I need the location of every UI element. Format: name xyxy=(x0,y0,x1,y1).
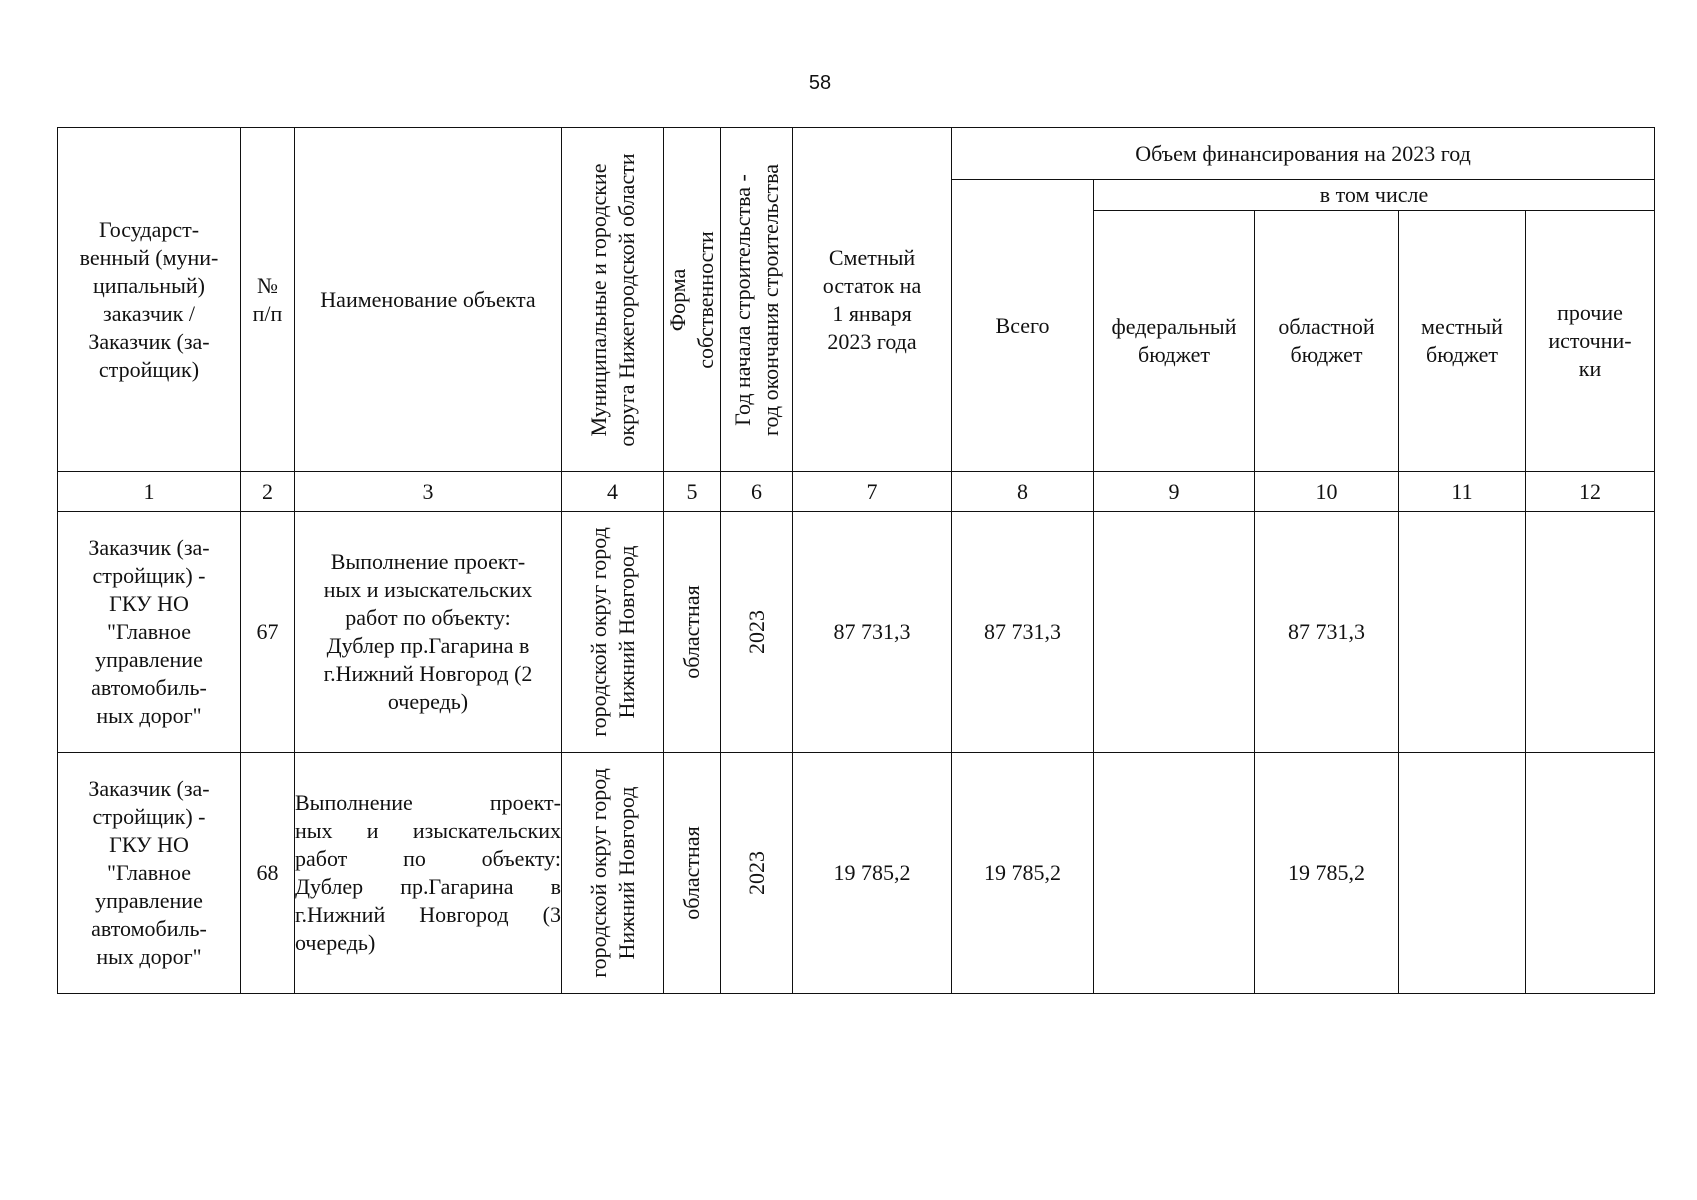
row-local xyxy=(1399,753,1526,994)
header-local: местный бюджет xyxy=(1399,211,1526,472)
object-name-line: очередь) xyxy=(295,930,376,955)
row-estimate: 87 731,3 xyxy=(793,512,952,753)
row-municipality-text: городской округ город Нижний Новгород xyxy=(585,768,639,978)
header-customer: Государст- венный (муни- ципальный) заказчик / Заказчик (за- стройщик) xyxy=(58,128,241,472)
row-municipality xyxy=(562,753,664,994)
row-total: 19 785,2 xyxy=(952,753,1094,994)
row-object-name xyxy=(295,753,562,994)
column-number: 9 xyxy=(1094,472,1255,512)
column-number-row xyxy=(58,472,1655,512)
financing-table xyxy=(57,127,1655,994)
column-number: 5 xyxy=(664,472,721,512)
row-federal xyxy=(1094,753,1255,994)
object-name-line: ных и изыскательских xyxy=(295,818,561,843)
column-number: 12 xyxy=(1526,472,1655,512)
column-number: 11 xyxy=(1399,472,1526,512)
header-total: Всего xyxy=(952,180,1094,472)
row-regional: 87 731,3 xyxy=(1255,512,1399,753)
row-municipality xyxy=(562,512,664,753)
row-customer: Заказчик (за- стройщик) - ГКУ НО "Главное управление автомобиль- ных дорог" xyxy=(58,512,241,753)
row-customer: Заказчик (за- стройщик) - ГКУ НО "Главное управление автомобиль- ных дорог" xyxy=(58,753,241,994)
object-name-line: Дублер пр.Гагарина в xyxy=(295,874,561,899)
object-name-line: г.Нижний Новгород (3 xyxy=(295,902,561,927)
header-object-name: Наименование объекта xyxy=(295,128,562,472)
row-municipality-text: городской округ город Нижний Новгород xyxy=(585,527,639,737)
column-number: 10 xyxy=(1255,472,1399,512)
row-number: 68 xyxy=(241,753,295,994)
row-local xyxy=(1399,512,1526,753)
row-ownership-text: областная xyxy=(679,826,704,920)
header-municipality xyxy=(562,128,664,472)
page-number: 58 xyxy=(808,72,832,94)
header-funding-group: Объем финансирования на 2023 год xyxy=(952,128,1655,180)
table-row xyxy=(58,753,1655,994)
header-federal: федеральный бюджет xyxy=(1094,211,1255,472)
row-total: 87 731,3 xyxy=(952,512,1094,753)
header-ownership xyxy=(664,128,721,472)
row-regional: 19 785,2 xyxy=(1255,753,1399,994)
header-years-text: Год начала строительства - год окончания строительства xyxy=(729,163,783,436)
row-other xyxy=(1526,512,1655,753)
column-number: 6 xyxy=(721,472,793,512)
column-number: 7 xyxy=(793,472,952,512)
object-name-line: Выполнение проект- xyxy=(295,790,561,815)
row-ownership-text: областная xyxy=(679,585,704,679)
row-years-text: 2023 xyxy=(743,851,769,895)
column-number: 4 xyxy=(562,472,664,512)
header-estimate: Сметный остаток на 1 января 2023 года xyxy=(793,128,952,472)
row-object-name: Выполнение проект- ных и изыскательских работ по объекту: Дублер пр.Гагарина в г.Нижний Новгород (2 очередь) xyxy=(295,512,562,753)
row-ownership xyxy=(664,512,721,753)
row-years xyxy=(721,753,793,994)
column-number: 3 xyxy=(295,472,562,512)
header-ownership-text: Форма собственности xyxy=(665,230,718,369)
header-years xyxy=(721,128,793,472)
header-including: в том числе xyxy=(1094,180,1655,211)
header-regional: областной бюджет xyxy=(1255,211,1399,472)
row-number: 67 xyxy=(241,512,295,753)
header-other: прочие источни- ки xyxy=(1526,211,1655,472)
table-row xyxy=(58,512,1655,753)
column-number: 2 xyxy=(241,472,295,512)
row-other xyxy=(1526,753,1655,994)
column-number: 8 xyxy=(952,472,1094,512)
row-years xyxy=(721,512,793,753)
row-estimate: 19 785,2 xyxy=(793,753,952,994)
header-municipality-text: Муниципальные и городские округа Нижегородской области xyxy=(585,152,639,447)
column-number: 1 xyxy=(58,472,241,512)
row-ownership xyxy=(664,753,721,994)
header-number: № п/п xyxy=(241,128,295,472)
object-name-line: работ по объекту: xyxy=(295,846,561,871)
row-years-text: 2023 xyxy=(743,610,769,654)
row-federal xyxy=(1094,512,1255,753)
